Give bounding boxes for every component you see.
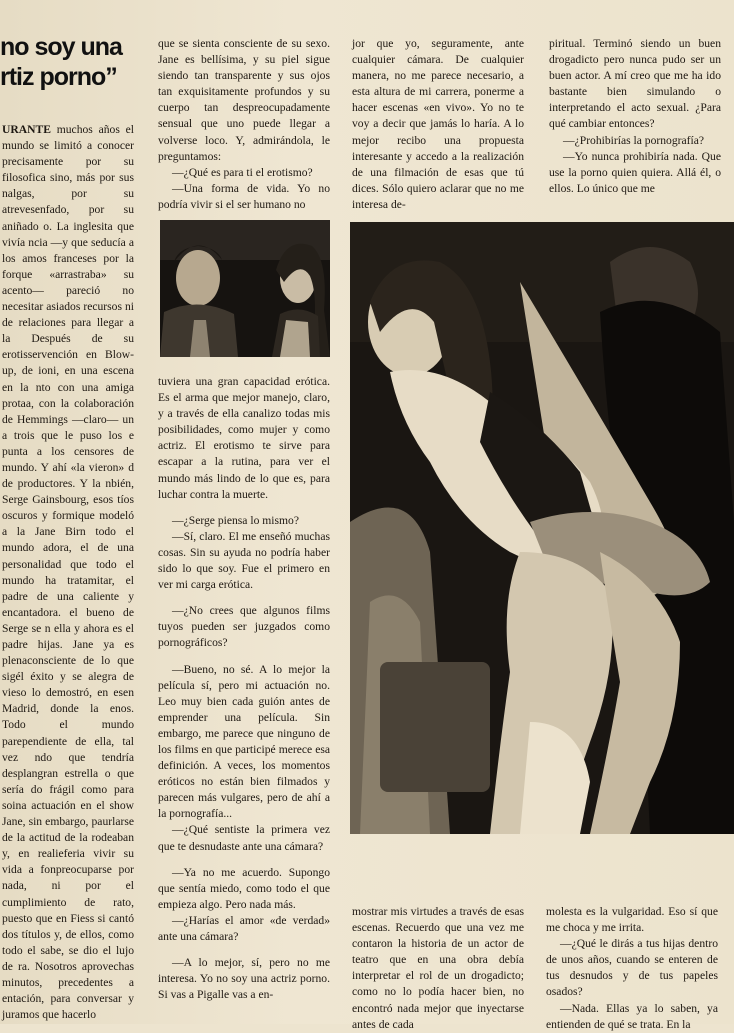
paragraph: tuviera una gran capacidad erótica. Es el arma que mejor manejo, claro, y a través de ella canalizo todas mis posibilidades, como mujer y como actriz. El erotismo te sirve para escapar a la rutina, para ver el mundo más lindo de lo que es, para luchar contra la muerte. <box>158 375 330 501</box>
question: —¿Qué sentiste la primera vez que te desnudaste ante una cámara? <box>158 823 330 853</box>
paragraph: mostrar mis virtudes a través de esas escenas. Recuerdo que una vez me contaron la historia de un actor de teatro que en una obra debía interpretar el rol de un drogadicto; como no lo podía hacer bien, no encontró nada mejor que inyectarse antes de cada <box>352 905 524 1031</box>
column-3-top <box>352 36 524 213</box>
column-1-text: muchos años el mundo se limitó a conocer precisamente por su filosofica sino, más por sus nalgas, por su atrevesenfado, por su aniñado o. La inglesita que vivía ncia —y que seducía a los amos franceses por la forque «arrastraba» su acento— pareció no necesitar asiados recursos ni de relaciones para llegar a la Después de su erotisservención en Blow-up, de ioni, en una escena en la nto con una amiga protaa, con la colaboración de Hemmings —claro— un a trois que le puso los e punta a los censores de mundo. Y ahí «la vieron» d de productores. Y la nbién, Serge Gainsbourg, esos tíos oscuros y formique modeló a la Jane Birn todo el mundo adora, el de una personalidad que todo el mundo ha tratamitar, el padre de una caliente y encantadora. el bueno de Serge se n ella y ahora es el padre hijas. Jane ya es plenaconsciente de lo que sigél éxito y se alegra de vieso lo demostró, en esen Madrid, donde la enos. Todo el mundo parependiente de ella, tal vez ndo que tendría desplangran estrella o que sería do frágil como para soina actuación en el show Jane, sin embargo, paurlarse de la actitud de la rodeaban y, en realieferia vivir su vida a fonpreocuparse por nada, ni por el cumplimiento de rato, puesto que en Fiess si cantó dos títulos y, de ellos, como todo el sabe, se dio el lujo de ra. Nosotros aprovechas minutos, precedentes a entación, para conversar y juramos que hacerlo <box>2 123 134 1022</box>
answer: —Nada. Ellas ya lo saben, ya entienden de qué se trata. En la <box>546 1001 718 1031</box>
photo-couple-image <box>160 220 330 357</box>
answer: —A lo mejor, sí, pero no me interesa. Yo no soy una actriz porno. Si vas a Pigalle vas a en- <box>158 956 330 1002</box>
photo-dancing-image <box>350 222 734 834</box>
question: —¿Serge piensa lo mismo? <box>172 513 299 527</box>
answer: —Una forma de vida. Yo no podría vivir si el ser humano no <box>158 181 330 211</box>
photo-couple <box>160 220 330 357</box>
column-1-paragraph <box>2 122 134 1023</box>
question: —¿Harías el amor «de verdad» ante una cámara? <box>158 913 330 943</box>
paragraph: jor que yo, seguramente, ante cualquier cámara. De cualquier manera, no me parece necesario, a esta altura de mi carrera, ponerme a hacer escenas «en vivo». Yo no te voy a decir que jamás lo haría. A lo mejor recibo una propuesta interesante y accedo a la realización de una filmación de esas que tú dices. Sólo quiero aclarar que no me interesa de- <box>352 37 524 211</box>
column-4-bottom <box>546 904 718 1033</box>
column-2-top <box>158 36 330 213</box>
question: —¿Prohibirías la pornografía? <box>563 133 705 147</box>
lead-word: URANTE <box>2 123 51 136</box>
question: —¿Qué le dirás a tus hijas dentro de unos años, cuando se enteren de tus desnudos y de tus papeles osados? <box>546 937 718 999</box>
article-headline <box>0 32 150 92</box>
headline-line-2: rtiz porno” <box>0 63 117 91</box>
question: —¿No crees que algunos films tuyos pueden ser juzgados como pornográficos? <box>158 604 330 650</box>
column-2-bottom <box>158 374 330 1003</box>
question: —¿Qué es para ti el erotismo? <box>172 165 313 179</box>
paragraph: piritual. Terminó siendo un buen drogadicto pero nunca pudo ser un buen actor. A mí creo que me ha ido bastante bien simulando o interpretando el acto sexual. ¿Para qué cambiar entonces? <box>549 37 721 131</box>
answer: —Bueno, no sé. A lo mejor la película sí, pero mi actuación no. Leo muy bien cada guión antes de emprender una película. Sin embargo, me parece que ninguno de los films en que participé merece esa definición. A veces, los momentos eróticos no están bien filmados y parecen más vulgares, pero de ahí a la pornografía... <box>158 662 330 821</box>
answer: —Ya no me acuerdo. Supongo que sentía miedo, como todo el que empieza algo. Pero nada más. <box>158 865 330 911</box>
headline-line-1: no soy una <box>0 33 122 61</box>
answer: —Yo nunca prohibiría nada. Que use la porno quien quiera. Allá él, o ellos. Lo único que me <box>549 149 721 195</box>
answer: —Sí, claro. El me enseñó muchas cosas. Sin su ayuda no podría haber sido lo que soy. Fue el primero en ver mi carga erótica. <box>158 529 330 592</box>
paragraph: que se sienta consciente de su sexo. Jane es bellísima, y su piel sigue siendo tan transparente y sus ojos tan exquisitamente profundos y su cuerpo tan despreocupadamente sensual que uno puede llegar a volverse loco. Y, admirándola, le preguntamos: <box>158 37 330 163</box>
column-1 <box>2 122 134 1023</box>
column-3-bottom <box>352 904 524 1033</box>
paragraph: molesta es la vulgaridad. Eso sí que me choca y me irrita. <box>546 905 718 935</box>
column-4-top <box>549 36 721 197</box>
photo-dancing <box>350 222 734 834</box>
